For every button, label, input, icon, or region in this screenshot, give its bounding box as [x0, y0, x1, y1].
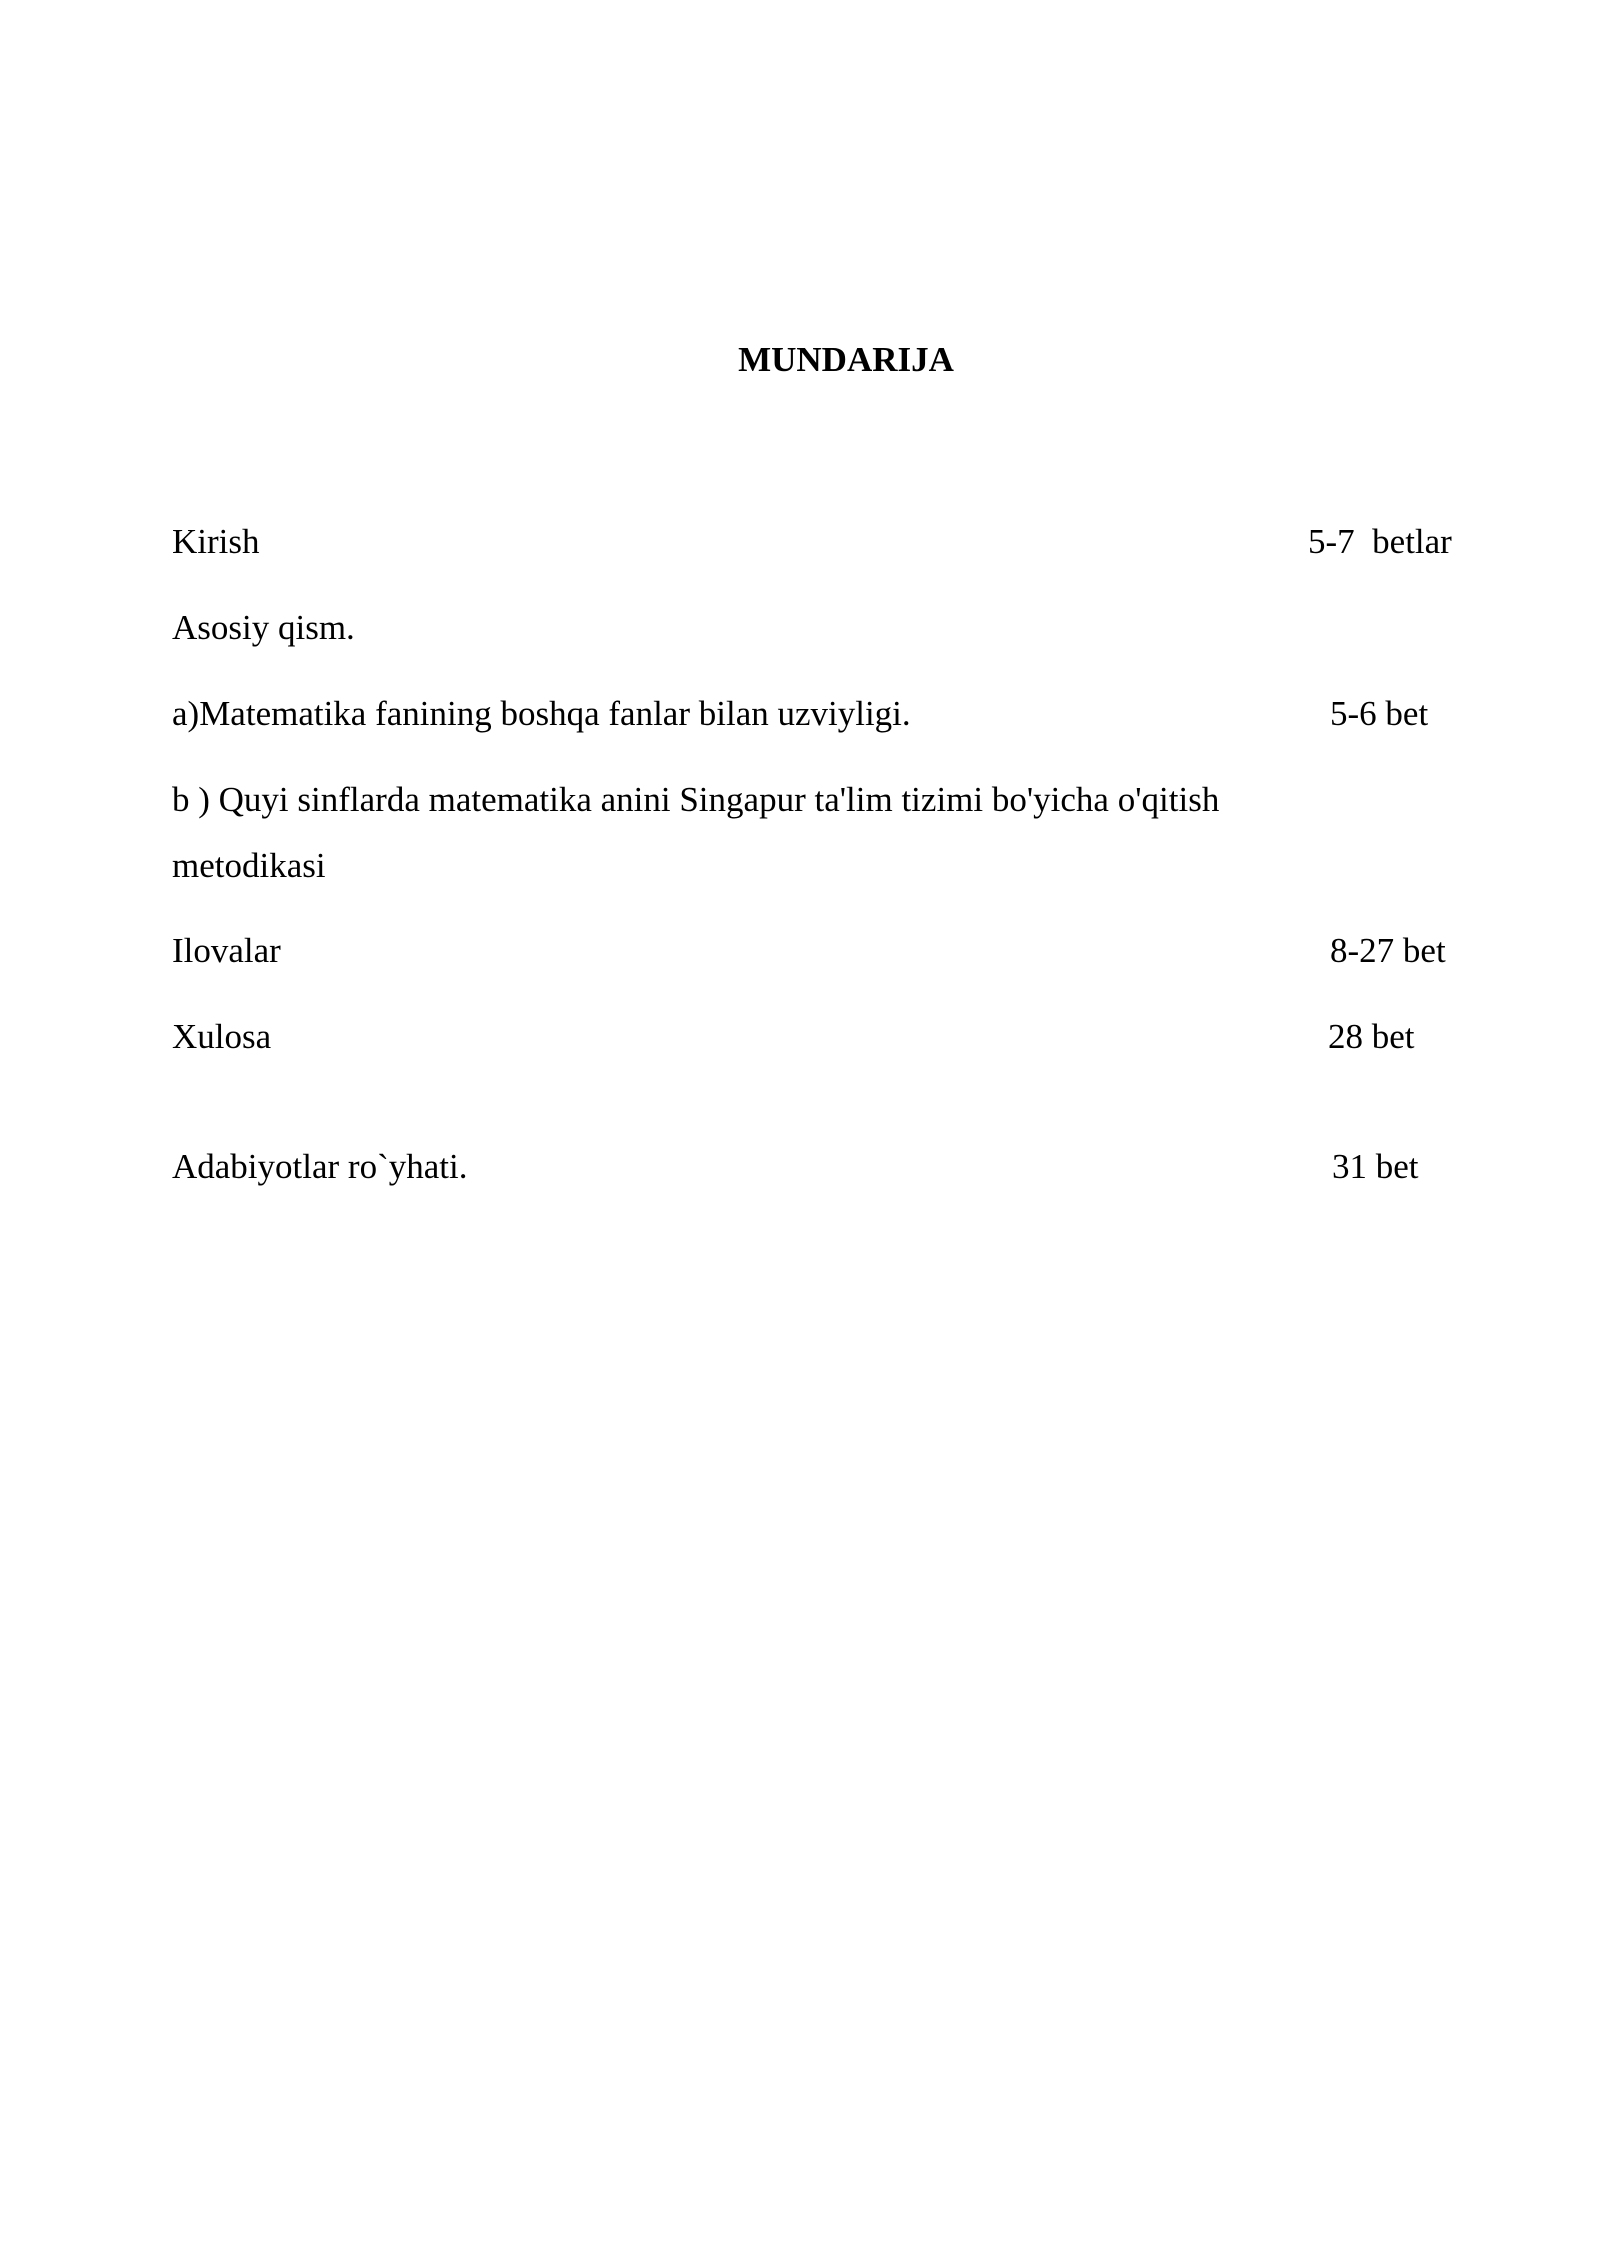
toc-entry-label-ilovalar: Ilovalar	[172, 931, 281, 970]
toc-entry-label-adabiyotlar: Adabiyotlar ro`yhati.	[172, 1147, 468, 1186]
toc-entry-pages-adabiyotlar: 31 bet	[1332, 1147, 1419, 1186]
page-title: MUNDARIJA	[738, 340, 954, 379]
toc-entry-pages-xulosa: 28 bet	[1328, 1017, 1415, 1056]
toc-entry-label-asosiy-qism: Asosiy qism.	[172, 608, 355, 647]
toc-entry-pages-a: 5-6 bet	[1330, 694, 1429, 733]
toc-entry-label-kirish: Kirish	[172, 522, 260, 561]
toc-entry-pages-kirish: 5-7 betlar	[1308, 522, 1452, 561]
toc-entry-label-xulosa: Xulosa	[172, 1017, 272, 1056]
toc-entry-label-a: a)Matematika fanining boshqa fanlar bilan uzviyligi.	[172, 694, 911, 733]
toc-entry-label-b: b ) Quyi sinflarda matematika anini Singapur ta'lim tizimi bo'yicha o'qitish metodikasi	[172, 780, 1220, 885]
toc-entry-pages-ilovalar: 8-27 bet	[1330, 931, 1446, 970]
